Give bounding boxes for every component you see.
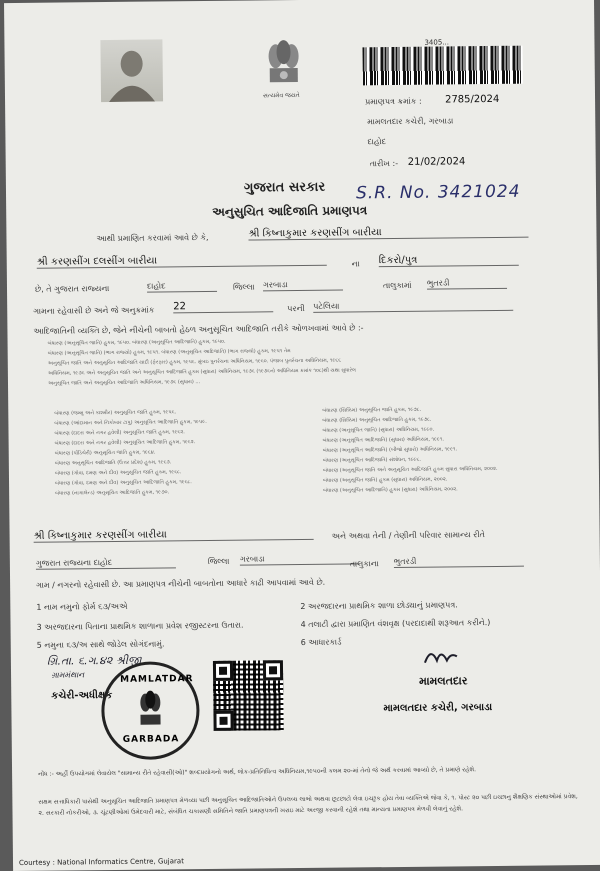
issuer-line1: મામલતદાર કચેરી, ગરબાડા: [367, 116, 454, 127]
order-list-left: [54, 406, 295, 499]
list-item: બંધારણ (અનુસૂચિત જાતિ) (સુધારા) અધિનિયમ, ૧૯૯૦.: [322, 426, 435, 434]
legal-text-block: [48, 333, 568, 388]
serial-number: 22: [173, 300, 273, 313]
list-item: બંધારણ (અનુસૂચિત જાતિ) હુકમ (સુધારા) અધિનિયમ, ૨૦૦૨.: [323, 476, 448, 484]
doc-item: 1 નામ નમુનો ફોર્મ ૬૩/અએ: [36, 601, 128, 612]
list-item: બંધારણ (સિક્કિમ) અનુસૂચિત જાતિ હુકમ, ૧૯૭૮.: [322, 406, 422, 414]
state2-prefix: ગુજરાત રાજ્યના દાહોદ: [36, 557, 176, 569]
list-item: બંધારણ (દાદરા અને નગર હવેલી) અનુસૂચિત જાતિ હુકમ, ૧૯૬૨.: [54, 429, 185, 437]
caste: પટેલિયા: [313, 300, 513, 313]
taluka-label: તાલુકામાં: [382, 280, 412, 291]
district-label: જિલ્લા: [232, 282, 255, 292]
list-item: બંધારણ (અનુસૂચિત આદિજાતિ) સંશોધન, ૧૯૯૬.: [322, 456, 421, 464]
list-item: બંધારણ (ગોવા, દમણ અને દીવ) અનુસૂચિત આદિજાતિ હુકમ, ૧૯૬૮.: [55, 479, 192, 487]
designation: મામલતદાર: [419, 674, 468, 688]
serial-suffix: પરની: [287, 303, 305, 314]
cert-no-label: પ્રમાણપત્ર ક્રમાંક :: [365, 96, 422, 107]
handwritten-note: ગ્રિ.તા. ૬.ગ.૪૨ શ્રીજી: [46, 653, 142, 668]
taluka2-label: તાલુકાના: [349, 559, 379, 569]
barcode-number: 3405...: [424, 38, 449, 47]
qr-finder: [263, 660, 283, 680]
issuer-line2: દાહોદ: [367, 137, 387, 147]
doc-item: 5 નમુના ૬૩/અ સાથે જોડેલ સોગંદનામું.: [36, 639, 165, 650]
district-town: દાહોદ: [147, 281, 217, 293]
district2: ગરબાડા: [240, 553, 360, 565]
person-silhouette-icon: [100, 39, 163, 102]
taluka: ભુતરડી: [427, 278, 507, 290]
govt-title: ગુજરાત સરકાર: [243, 179, 326, 196]
barcode: [362, 46, 522, 86]
tribe-line: આદિજાતિની વ્યક્તિ છે, જેને નીચેની બાબતો હેઠળ અનુસૂચિત આદિજાતિ તરીકે ઓળખવામાં આવે છે :-: [33, 323, 364, 336]
cert-title: અનુસુચિત આદિજાતિ પ્રમાણપત્ર: [212, 203, 368, 219]
seal-top-text: MAMLATDAR: [120, 674, 194, 685]
basis-line: ગામ / નગરનો રહેવાસી છે. આ પ્રમાણપત્ર નીચેની બાબતોના આધારે કાઢી આપવામાં આવે છે.: [36, 577, 326, 590]
state-prefix: છે, તે ગુજરાત રાજ્યના: [34, 284, 110, 294]
legal-text-line: બંધારણ (અનુસૂચિત જાતિ) (ભાગ રાજ્યો) હુકમ, ૧૯૫૧. બંધારણ (અનુસૂચિત આદિજાતિ) (ભાગ રાજ્યો) હુકમ, ૧૯૫૧ તેમ: [47, 348, 291, 357]
family-text: અને અથવા તેની / તેણીની પરિવાર સામાન્ય રીતે: [331, 530, 485, 541]
applicant-name-repeat: શ્રી કિષ્નાકુમાર કરણસીંગ બારીયા: [34, 528, 314, 543]
footer-para: સક્ષમ સત્તાધિકારી પાસેથી અનુસૂચિત આદિજાતિ પ્રમાણપત્ર મેળવ્યા પછી અનુસૂચિત આદિજાતિઓને ઉપલબ્ધ લાભો અથવા છૂટછાટો લેવા ઇચ્છુક હોય તેવા વ્યક્તિએ જેવા કે, ૧. પોસ્ટ ૨૦ પછી ઇચ્છાનુ શૈક્ષણિક સંસ્થાઓમાં પ્રવેશ, ૨. સરકારી નોકરીઓ, ૩. ચૂંટણીઓમાં ઉમેદવારી માટે, સંબંધિત ચકાસણી સમિતિને જાતિ પ્રમાણપત્રની ખરાઇ માટે અરજી કરવાની રહેશે તથા માન્યતા પ્રમાણપત્ર મેળવી લેવાનું રહેશે.: [38, 793, 578, 817]
footer-note: નોંધ :- અહીં ઉપયોગમાં લેવાયેલ "સામાન્ય રીતે રહેવાસી(ઓ)" શબ્દપ્રયોગનો અર્થ, લોક-પ્રતિનિધિત્વ અધિનિયમ,૧૯૫૦ની કલમ ૨૦-માં તેનો જે અર્થ કરવામાં આવ્યો છે, તે પ્રમાણે રહેશે.: [38, 766, 477, 778]
office-name: મામલતદાર કચેરી, ગરબાડા: [383, 702, 493, 715]
relation: દિકરો/પુત્ર: [379, 254, 519, 267]
list-item: બંધારણ (આંદામાન અને નિકોબાર ટાપુ) અનુસૂચિત આદિજાતિ હુકમ, ૧૯૫૯.: [54, 418, 207, 427]
qr-finder: [213, 711, 233, 731]
list-item: બંધારણ (અનુસૂચિત આદિજાતિ) (સુધારા) અધિનિયમ, ૧૯૯૧.: [322, 436, 444, 444]
list-item: બંધારણ (અનુસૂચિત આદિજાતિ) હુકમ (સુધારા) અધિનિયમ, ૨૦૦૨.: [323, 486, 458, 494]
list-item: બંધારણ અનુસૂચિત આદિજાતિ (ઉત્તર પ્રદેશ) હુકમ, ૧૯૬૭.: [54, 459, 172, 467]
sr-handwritten: S.R. No. 3421024: [355, 181, 521, 204]
doc-item: 2 અરજદારના પ્રાથમિક શાળા છોડ્યાનું પ્રમાણપત્ર.: [300, 600, 458, 612]
date-value: 21/02/2024: [407, 156, 466, 168]
list-item: બંધારણ (નાગાલેન્ડ) અનુસૂચિત આદિજાતિ હુકમ, ૧૯૭૦.: [55, 489, 170, 497]
qr-code: [213, 660, 284, 731]
list-item: બંધારણ (દાદરા અને નગર હવેલી) અનુસૂચિત આદિજાતિ હુકમ, ૧૯૬૨.: [54, 439, 196, 447]
legal-text-line: અનુસૂચિત જાતિ અને અનુસૂચિત આદિજાતિ યાદી (ફેરફાર) હુકમ, ૧૯૫૬. મુંબઇ પુનર્રચના અધિનિયમ, ૧૯૬૦. પંજાબ પુનર્રચના અધિનિયમ, ૧૯૬૬: [47, 357, 342, 367]
signature-mark: [421, 642, 461, 668]
qr-finder: [213, 661, 233, 681]
father-name: શ્રી કરણસીંગ દલસીંગ બારીયા: [37, 254, 327, 269]
list-item: બંધારણ (પોંડિચેરી) અનુસૂચિત જાતિ હુકમ, ૧૯૬૪.: [54, 449, 156, 457]
handwritten-note-2: ગ્રામમંથાન: [51, 670, 85, 680]
list-item: બંધારણ (અનુસૂચિત આદિજાતિ) (બીજો સુધારો) અધિનિયમ, ૧૯૯૧.: [322, 446, 458, 454]
list-item: બંધારણ (અનુસૂચિત જાતિ અને અનુસૂચિત આદિજાતિ હુકમ સુધારા અધિનિયમ, ૨૦૦૨.: [322, 465, 498, 474]
district: ગરબાડા: [263, 280, 343, 292]
list-item: બંધારણ (સિક્કિમ) અનુસૂચિત આદિજાતિ હુકમ, ૧૯૭૮.: [322, 416, 432, 424]
legal-text-line: અનુસૂચિત જાતિ અને અનુસૂચિત આદિજાતિ અધિનિયમ, ૧૯૭૬ (સુધારા) ...: [47, 379, 201, 387]
taluka2: ભુતરડી: [394, 556, 524, 568]
legal-text-line: બંધારણ (અનુસૂચિત જાતિ) હુકમ, ૧૯૫૦. બંધારણ (અનુસૂચિત આદિજાતિ) હુકમ, ૧૯૫૦.: [47, 338, 226, 347]
district2-label: જિલ્લા: [207, 556, 230, 566]
national-emblem-icon: [259, 38, 308, 94]
official-seal: [101, 661, 200, 760]
emblem-caption: સત્યમેવ જયતે: [262, 91, 300, 100]
legal-text-line: અધિનિયમ, ૧૯૭૬ અને અનુસૂચિત જાતિ અને અનુસૂચિત આદિજાતિ હુકમ (સુધારા) અધિનિયમ, ૧૯૭૬ (૧૯૭૬નો અધિનિયમ ક્રમાંક ૧૦૮)થી યથા સુધારેલ: [47, 367, 356, 377]
seal-bottom-text: GARBADA: [122, 734, 180, 745]
office-left: કચેરી-અધીક્ષક: [51, 689, 113, 702]
seal-emblem-icon: [134, 690, 166, 730]
village-prefix: ગામના રહેવાસી છે અને જે અનુક્રમાંક: [33, 305, 155, 316]
doc-item: 3 અરજદારના પિતાના પ્રાથમિક શાળાના પ્રવેશ રજીસ્ટરના ઉતારા.: [36, 620, 244, 632]
certificate-paper: [4, 0, 600, 871]
cert-no: 2785/2024: [444, 93, 500, 106]
applicant-photo: [100, 39, 163, 102]
doc-item: 4 તલાટી દ્વારા પ્રમાણિત વંશવૃક્ષ (પરદાદાથી શરૂઆત કરીને.): [300, 618, 491, 630]
doc-item: 6 આધારકાર્ડ: [300, 637, 342, 648]
order-list-right: [322, 403, 573, 496]
list-item: બંધારણ (જમ્મુ અને કાશ્મીર) અનુસૂચિત જાતિ હુકમ, ૧૯૫૬.: [54, 409, 177, 417]
relation-label: ના: [351, 259, 360, 269]
certify-prefix: આથી પ્રમાણિત કરવામાં આવે છે કે,: [96, 232, 209, 244]
date-label: તારીખ :-: [369, 158, 399, 169]
applicant-name: શ્રી કિષ્નાકુમાર કરણસીંગ બારીયા: [248, 226, 528, 241]
list-item: બંધારણ (ગોવા, દમણ અને દીવ) અનુસૂચિત જાતિ હુકમ, ૧૯૬૮.: [54, 469, 182, 477]
footer-courtesy: Courtesy : National Informatics Centre, Gujarat: [18, 857, 184, 867]
